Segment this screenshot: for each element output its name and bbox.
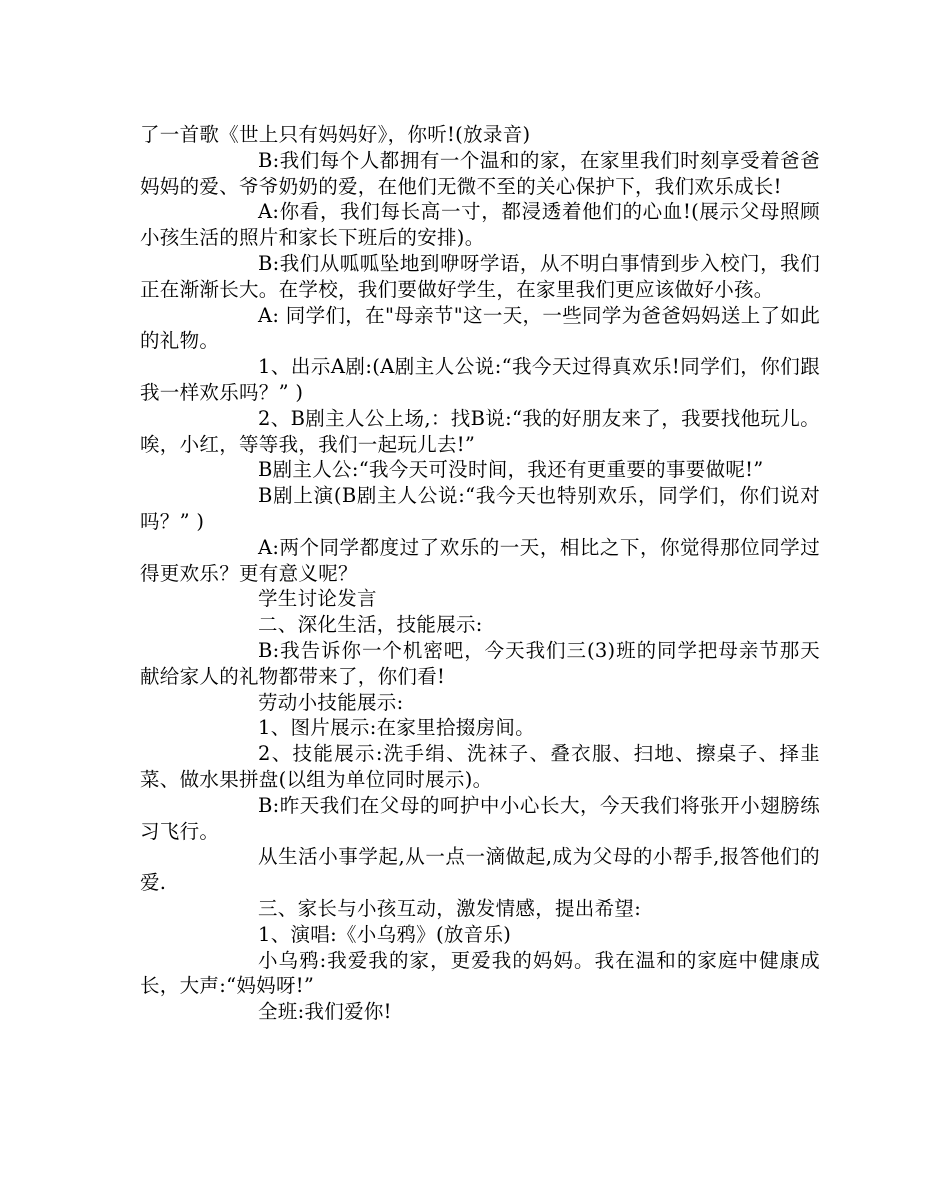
paragraph: B:我告诉你一个机密吧，今天我们三(3)班的同学把母亲节那天献给家人的礼物都带来了，你们看! — [140, 638, 820, 688]
paragraph: 了一首歌《世上只有妈妈好》，你听!(放录音) — [140, 123, 531, 146]
paragraph: 学生讨论发言 — [258, 587, 377, 611]
paragraph: B剧上演(B剧主人公说:“我今天也特别欢乐，同学们，你们说对吗？” ) — [140, 484, 820, 533]
paragraph: 1、出示A剧:(A剧主人公说:“我今天过得真欢乐!同学们，你们跟我一样欢乐吗？” ) — [140, 355, 820, 404]
paragraph: 1、图片展示:在家里拾掇房间。 — [258, 716, 535, 740]
paragraph: 劳动小技能展示: — [258, 690, 404, 714]
paragraph: A: 同学们，在"母亲节"这一天，一些同学为爸爸妈妈送上了如此的礼物。 — [140, 303, 820, 353]
paragraph: 小乌鸦:我爱我的家，更爱我的妈妈。我在温和的家庭中健康成长，大声:“妈妈呀!” — [140, 948, 820, 998]
paragraph: B:昨天我们在父母的呵护中小心长大，今天我们将张开小翅膀练习飞行。 — [140, 793, 820, 843]
paragraph: 2、B剧主人公上场,：找B说:“我的好朋友来了，我要找他玩儿。唉，小红，等等我，我们一起玩儿去!” — [140, 406, 820, 456]
paragraph: 全班:我们爱你! — [258, 1000, 392, 1024]
section-heading: 二、深化生活，技能展示: — [258, 613, 483, 637]
paragraph: 从生活小事学起,从一点一滴做起,成为父母的小帮手,报答他们的爱. — [140, 845, 820, 895]
paragraph: B剧主人公:“我今天可没时间，我还有更重要的事要做呢!” — [258, 458, 764, 482]
document-body — [140, 122, 820, 1025]
paragraph: A:你看，我们每长高一寸，都浸透着他们的心血!(展示父母照顾小孩生活的照片和家长下班后的安排)。 — [140, 200, 820, 250]
paragraph: 1、演唱:《小乌鸦》(放音乐) — [258, 922, 512, 946]
paragraph: B:我们从呱呱坠地到咿呀学语，从不明白事情到步入校门，我们正在渐渐长大。在学校，我们要做好学生，在家里我们更应该做好小孩。 — [140, 251, 820, 301]
section-heading: 三、家长与小孩互动，激发情感，提出希望: — [258, 896, 642, 920]
paragraph: 2、技能展示:洗手绢、洗袜子、叠衣服、扫地、擦桌子、择韭菜、做水果拼盘(以组为单位同时展示)。 — [140, 742, 820, 791]
paragraph: A:两个同学都度过了欢乐的一天，相比之下，你觉得那位同学过得更欢乐？更有意义呢？ — [140, 535, 820, 585]
paragraph: B:我们每个人都拥有一个温和的家，在家里我们时刻享受着爸爸妈妈的爱、爷爷奶奶的爱，在他们无微不至的关心保护下，我们欢乐成长! — [140, 148, 820, 198]
